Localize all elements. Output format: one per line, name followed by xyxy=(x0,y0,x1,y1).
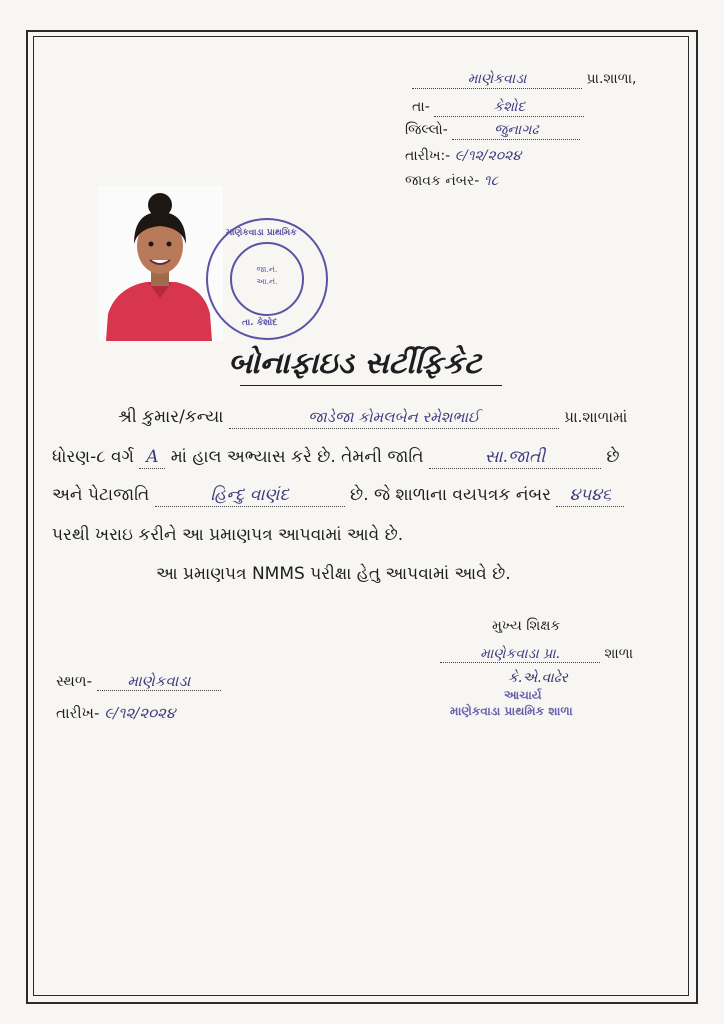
header-outward-line xyxy=(405,172,498,190)
footer-place-line xyxy=(56,672,221,691)
certificate-inner-border xyxy=(33,36,689,996)
header-school-line xyxy=(412,70,636,89)
header-district-value: જુનાગઢ xyxy=(452,121,580,140)
signature-school-line xyxy=(440,646,633,663)
body-line2-suffix: છે xyxy=(606,447,620,467)
stamp-center-line2: આ.નં. xyxy=(256,277,278,286)
body-std-label: ધોરણ-૮ વર્ગ xyxy=(52,447,134,467)
footer-date-value: ૯/૧૨/૨૦૨૪ xyxy=(104,704,176,722)
stamp-top-text: માણેકવાડા પ્રાથમિક xyxy=(226,228,297,238)
body-line-3 xyxy=(52,484,624,507)
header-outward-label: જાવક નંબર- xyxy=(405,173,480,189)
stamp-bottom-text: તા. કેશોદ xyxy=(242,318,278,328)
header-taluka-label: તા- xyxy=(412,99,430,115)
title-underline xyxy=(240,385,502,386)
certificate-title: બોનાફાઇડ સર્ટીફિકેટ xyxy=(228,346,482,381)
register-number-value: ૪૫૪૬ xyxy=(556,484,624,507)
principal-stamp-school: માણેકવાડા પ્રાથમિક શાળા xyxy=(450,704,573,718)
body-line1-suffix: પ્રા.શાળામાં xyxy=(564,408,628,426)
caste-value: સા.જાતી xyxy=(429,446,601,469)
footer-place-label: સ્થળ- xyxy=(56,672,93,690)
school-seal-stamp xyxy=(206,218,328,340)
header-date-value: ૯/૧૨/૨૦૨૪ xyxy=(454,148,522,164)
header-school-name: માણેકવાડા xyxy=(412,70,582,89)
body-line-2 xyxy=(52,446,619,469)
class-value: A xyxy=(139,446,165,469)
body-line2-mid: માં હાલ અભ્યાસ કરે છે. તેમની જાતિ xyxy=(170,447,424,467)
header-district-label: જિલ્લો- xyxy=(405,122,448,138)
footer-date-label: તારીખ- xyxy=(56,704,100,722)
body-line3-mid: છે. જે શાળાના વયપત્રક નંબર xyxy=(350,485,551,505)
body-line-1 xyxy=(118,406,627,429)
body-line1-prefix: શ્રી કુમાર/કન્યા xyxy=(118,407,224,427)
subcaste-value: હિન્દુ વાણંદ xyxy=(155,484,345,507)
footer-place-value: માણેકવાડા xyxy=(97,672,221,691)
header-taluka-line xyxy=(412,98,584,117)
head-teacher-label: મુખ્ય શિક્ષક xyxy=(492,618,561,634)
student-photo-illustration xyxy=(98,186,223,341)
signature-school-suffix: શાળા xyxy=(604,646,634,662)
signature-school-value: માણેકવાડા પ્રા. xyxy=(440,646,600,663)
header-school-suffix: પ્રા.શાળા, xyxy=(586,71,637,87)
header-taluka-value: કેશોદ xyxy=(434,98,584,117)
body-line-5: આ પ્રમાણપત્ર NMMS પરીક્ષા હેતુ આપવામાં આવે છે. xyxy=(156,564,511,584)
student-photo xyxy=(98,186,223,341)
header-district-line xyxy=(405,121,580,140)
body-line3-prefix: અને પેટાજાતિ xyxy=(52,485,150,505)
header-date-line xyxy=(405,147,521,165)
principal-stamp-title: આચાર્ય xyxy=(504,688,542,702)
footer-date-line xyxy=(56,704,175,722)
principal-signature: કે.એ.વાઢેર xyxy=(508,670,568,686)
header-outward-value: ૧૮ xyxy=(483,173,499,189)
stamp-inner-circle xyxy=(230,242,304,316)
body-line-4: પરથી ખરાઇ કરીને આ પ્રમાણપત્ર આપવામાં આવે છે. xyxy=(52,525,404,545)
stamp-center-line1: જા.નં. xyxy=(256,265,278,274)
header-date-label: તારીખ:- xyxy=(405,148,451,164)
student-name-value: જાડેજા કોમલબેન રમેશભાઈ xyxy=(229,406,559,429)
